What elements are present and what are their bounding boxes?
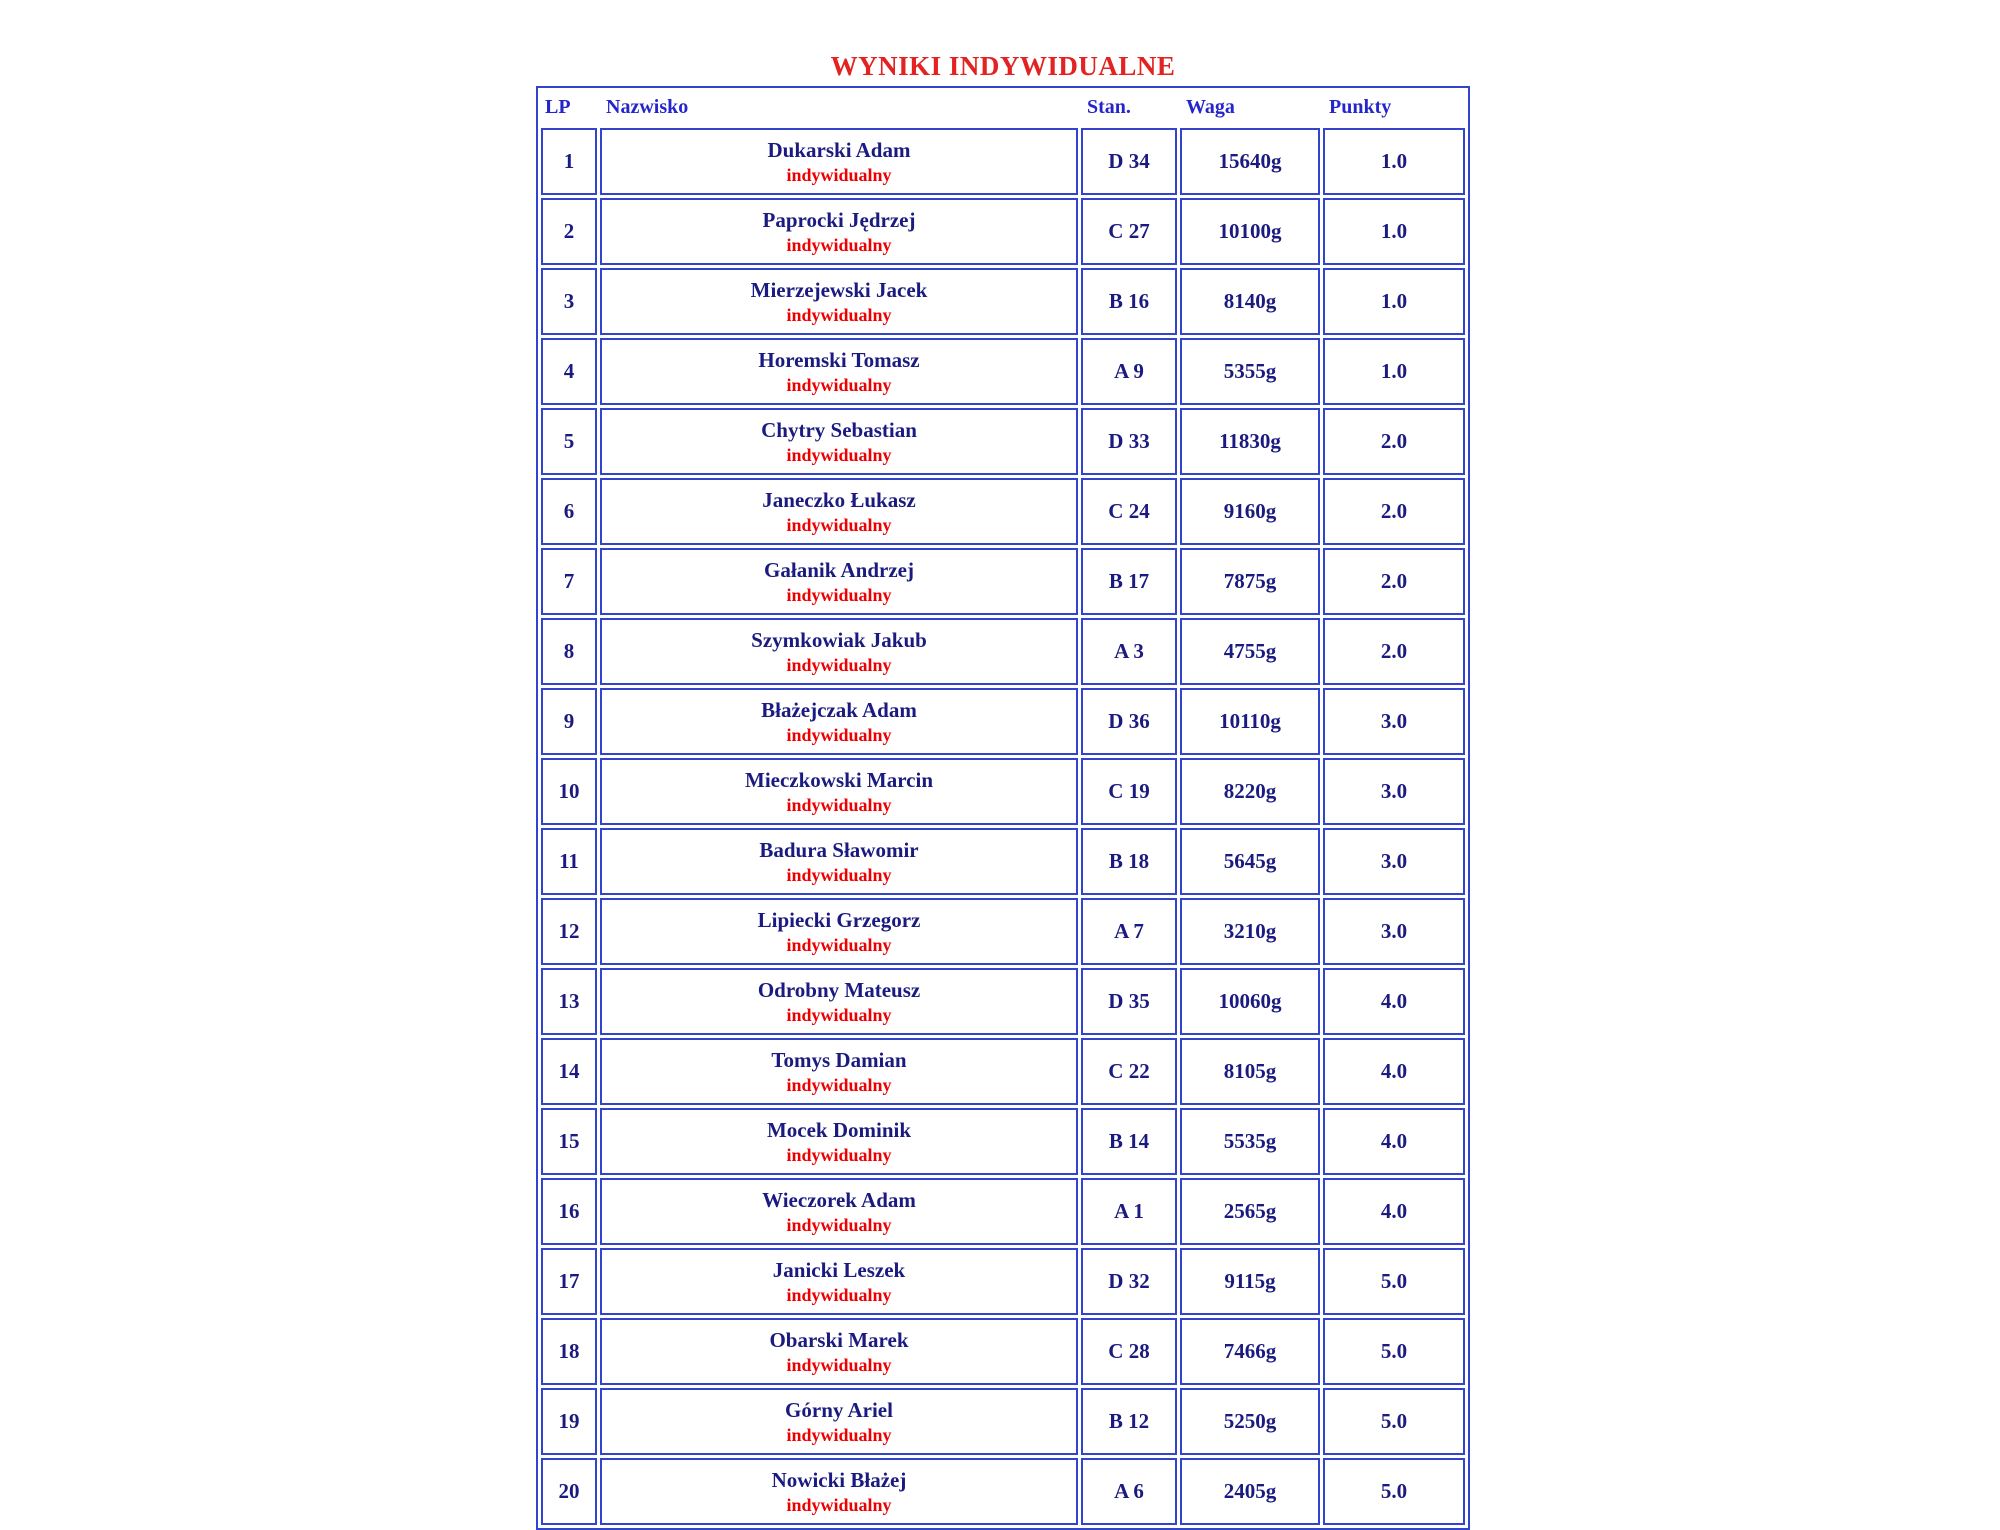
- competitor-name: Chytry Sebastian: [761, 417, 917, 442]
- table-row: [541, 548, 1465, 615]
- competitor-category: indywidualny: [786, 1284, 892, 1305]
- cell-waga: 9115g: [1180, 1248, 1320, 1315]
- col-header-stan: Stan.: [1087, 95, 1131, 118]
- cell-name: [600, 198, 1078, 265]
- cell-punkty: 1.0: [1323, 128, 1465, 195]
- cell-stan: B 18: [1081, 828, 1177, 895]
- cell-stan: D 32: [1081, 1248, 1177, 1315]
- cell-name: [600, 1248, 1078, 1315]
- cell-waga: 5355g: [1180, 338, 1320, 405]
- cell-lp: 12: [541, 898, 597, 965]
- cell-stan: D 36: [1081, 688, 1177, 755]
- cell-name: [600, 1038, 1078, 1105]
- cell-lp: 11: [541, 828, 597, 895]
- competitor-category: indywidualny: [786, 724, 892, 745]
- cell-punkty: 1.0: [1323, 268, 1465, 335]
- competitor-name: Janeczko Łukasz: [762, 487, 916, 512]
- cell-punkty: 5.0: [1323, 1458, 1465, 1525]
- cell-name: [600, 758, 1078, 825]
- cell-lp: 16: [541, 1178, 597, 1245]
- table-row: [541, 1388, 1465, 1455]
- cell-punkty: 4.0: [1323, 968, 1465, 1035]
- competitor-category: indywidualny: [786, 374, 892, 395]
- cell-stan: A 1: [1081, 1178, 1177, 1245]
- competitor-category: indywidualny: [786, 1074, 892, 1095]
- cell-stan: C 24: [1081, 478, 1177, 545]
- cell-waga: 11830g: [1180, 408, 1320, 475]
- cell-name: [600, 1458, 1078, 1525]
- cell-name: [600, 128, 1078, 195]
- cell-punkty: 2.0: [1323, 618, 1465, 685]
- col-header-waga: Waga: [1186, 95, 1235, 118]
- col-header-lp: LP: [545, 95, 571, 118]
- cell-waga: 5535g: [1180, 1108, 1320, 1175]
- table-row: [541, 128, 1465, 195]
- table-row: [541, 968, 1465, 1035]
- col-header-nazwisko: Nazwisko: [606, 95, 689, 118]
- cell-stan: D 35: [1081, 968, 1177, 1035]
- cell-name: [600, 1318, 1078, 1385]
- cell-waga: 7466g: [1180, 1318, 1320, 1385]
- cell-punkty: 3.0: [1323, 688, 1465, 755]
- competitor-category: indywidualny: [786, 1494, 892, 1515]
- cell-lp: 3: [541, 268, 597, 335]
- table-row: [541, 198, 1465, 265]
- cell-lp: 15: [541, 1108, 597, 1175]
- competitor-name: Dukarski Adam: [767, 137, 911, 162]
- cell-punkty: 3.0: [1323, 758, 1465, 825]
- competitor-name: Tomys Damian: [771, 1047, 907, 1072]
- competitor-category: indywidualny: [786, 304, 892, 325]
- cell-stan: C 22: [1081, 1038, 1177, 1105]
- competitor-category: indywidualny: [786, 934, 892, 955]
- competitor-category: indywidualny: [786, 514, 892, 535]
- table-row: [541, 828, 1465, 895]
- cell-waga: 8140g: [1180, 268, 1320, 335]
- competitor-name: Wieczorek Adam: [762, 1187, 916, 1212]
- cell-lp: 4: [541, 338, 597, 405]
- cell-lp: 5: [541, 408, 597, 475]
- cell-name: [600, 1388, 1078, 1455]
- table-body: [541, 128, 1465, 1525]
- cell-lp: 13: [541, 968, 597, 1035]
- table-row: [541, 338, 1465, 405]
- cell-waga: 2405g: [1180, 1458, 1320, 1525]
- competitor-name: Mieczkowski Marcin: [745, 767, 933, 792]
- cell-stan: D 33: [1081, 408, 1177, 475]
- table-row: [541, 898, 1465, 965]
- cell-lp: 18: [541, 1318, 597, 1385]
- cell-name: [600, 548, 1078, 615]
- competitor-category: indywidualny: [786, 794, 892, 815]
- cell-punkty: 1.0: [1323, 338, 1465, 405]
- competitor-name: Mocek Dominik: [766, 1117, 912, 1142]
- competitor-name: Nowicki Błażej: [771, 1467, 907, 1492]
- cell-waga: 15640g: [1180, 128, 1320, 195]
- cell-waga: 5250g: [1180, 1388, 1320, 1455]
- cell-waga: 8220g: [1180, 758, 1320, 825]
- cell-punkty: 4.0: [1323, 1108, 1465, 1175]
- cell-stan: B 12: [1081, 1388, 1177, 1455]
- cell-punkty: 1.0: [1323, 198, 1465, 265]
- col-header-punkty: Punkty: [1329, 95, 1392, 118]
- header-row: [541, 91, 1465, 125]
- cell-stan: B 14: [1081, 1108, 1177, 1175]
- cell-punkty: 2.0: [1323, 478, 1465, 545]
- cell-punkty: 4.0: [1323, 1178, 1465, 1245]
- cell-name: [600, 268, 1078, 335]
- competitor-category: indywidualny: [786, 164, 892, 185]
- cell-punkty: 2.0: [1323, 408, 1465, 475]
- cell-name: [600, 408, 1078, 475]
- table-row: [541, 478, 1465, 545]
- competitor-name: Błażejczak Adam: [761, 697, 917, 722]
- cell-waga: 4755g: [1180, 618, 1320, 685]
- competitor-name: Obarski Marek: [769, 1327, 909, 1352]
- competitor-category: indywidualny: [786, 234, 892, 255]
- cell-name: [600, 968, 1078, 1035]
- cell-stan: A 7: [1081, 898, 1177, 965]
- competitor-category: indywidualny: [786, 654, 892, 675]
- cell-lp: 14: [541, 1038, 597, 1105]
- cell-stan: A 6: [1081, 1458, 1177, 1525]
- competitor-name: Gałanik Andrzej: [764, 557, 914, 582]
- cell-lp: 8: [541, 618, 597, 685]
- cell-stan: B 16: [1081, 268, 1177, 335]
- cell-waga: 10060g: [1180, 968, 1320, 1035]
- cell-waga: 10100g: [1180, 198, 1320, 265]
- cell-lp: 9: [541, 688, 597, 755]
- cell-punkty: 4.0: [1323, 1038, 1465, 1105]
- table-row: [541, 408, 1465, 475]
- cell-punkty: 5.0: [1323, 1388, 1465, 1455]
- cell-waga: 3210g: [1180, 898, 1320, 965]
- cell-stan: C 27: [1081, 198, 1177, 265]
- table-row: [541, 1178, 1465, 1245]
- cell-waga: 8105g: [1180, 1038, 1320, 1105]
- page-title: WYNIKI INDYWIDUALNE: [830, 51, 1176, 81]
- cell-waga: 9160g: [1180, 478, 1320, 545]
- cell-lp: 2: [541, 198, 597, 265]
- cell-punkty: 3.0: [1323, 828, 1465, 895]
- competitor-category: indywidualny: [786, 584, 892, 605]
- cell-name: [600, 1108, 1078, 1175]
- table-row: [541, 618, 1465, 685]
- table-row: [541, 1108, 1465, 1175]
- table-row: [541, 1038, 1465, 1105]
- competitor-name: Mierzejewski Jacek: [750, 277, 928, 302]
- cell-name: [600, 688, 1078, 755]
- cell-name: [600, 338, 1078, 405]
- competitor-name: Odrobny Mateusz: [757, 977, 921, 1002]
- cell-stan: B 17: [1081, 548, 1177, 615]
- competitor-category: indywidualny: [786, 1214, 892, 1235]
- competitor-category: indywidualny: [786, 444, 892, 465]
- cell-waga: 2565g: [1180, 1178, 1320, 1245]
- cell-stan: C 28: [1081, 1318, 1177, 1385]
- cell-stan: A 3: [1081, 618, 1177, 685]
- cell-stan: D 34: [1081, 128, 1177, 195]
- cell-punkty: 2.0: [1323, 548, 1465, 615]
- table-row: [541, 1318, 1465, 1385]
- table-row: [541, 1248, 1465, 1315]
- competitor-name: Szymkowiak Jakub: [751, 627, 927, 652]
- table-row: [541, 688, 1465, 755]
- competitor-name: Horemski Tomasz: [758, 347, 920, 372]
- cell-lp: 7: [541, 548, 597, 615]
- competitor-category: indywidualny: [786, 864, 892, 885]
- table-row: [541, 268, 1465, 335]
- cell-lp: 1: [541, 128, 597, 195]
- cell-waga: 10110g: [1180, 688, 1320, 755]
- competitor-name: Janicki Leszek: [772, 1257, 906, 1282]
- cell-lp: 19: [541, 1388, 597, 1455]
- competitor-name: Paprocki Jędrzej: [762, 207, 916, 232]
- table-row: [541, 758, 1465, 825]
- cell-lp: 10: [541, 758, 597, 825]
- cell-waga: 5645g: [1180, 828, 1320, 895]
- competitor-category: indywidualny: [786, 1004, 892, 1025]
- cell-name: [600, 1178, 1078, 1245]
- competitor-category: indywidualny: [786, 1424, 892, 1445]
- cell-punkty: 3.0: [1323, 898, 1465, 965]
- cell-stan: A 9: [1081, 338, 1177, 405]
- cell-punkty: 5.0: [1323, 1248, 1465, 1315]
- results-table: [536, 86, 1470, 1530]
- table-header: [541, 91, 1465, 125]
- table-row: [541, 1458, 1465, 1525]
- competitor-name: Górny Ariel: [785, 1397, 893, 1422]
- cell-name: [600, 478, 1078, 545]
- cell-punkty: 5.0: [1323, 1318, 1465, 1385]
- cell-stan: C 19: [1081, 758, 1177, 825]
- cell-lp: 6: [541, 478, 597, 545]
- competitor-name: Badura Sławomir: [759, 837, 919, 862]
- cell-name: [600, 898, 1078, 965]
- cell-name: [600, 828, 1078, 895]
- cell-lp: 17: [541, 1248, 597, 1315]
- cell-waga: 7875g: [1180, 548, 1320, 615]
- competitor-category: indywidualny: [786, 1144, 892, 1165]
- competitor-category: indywidualny: [786, 1354, 892, 1375]
- cell-name: [600, 618, 1078, 685]
- cell-lp: 20: [541, 1458, 597, 1525]
- competitor-name: Lipiecki Grzegorz: [757, 907, 921, 932]
